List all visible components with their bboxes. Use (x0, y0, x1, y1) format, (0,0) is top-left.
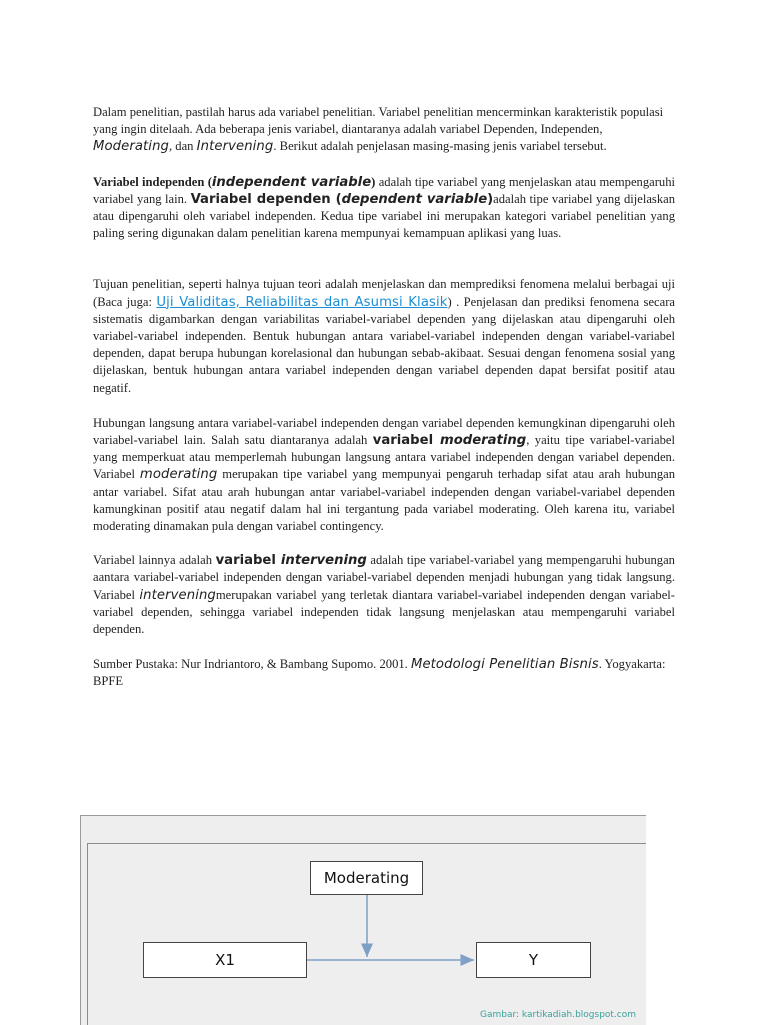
term-moderating: moderating (439, 433, 527, 449)
image-credit: Gambar: kartikadiah.blogspot.com (480, 1010, 637, 1020)
term-moderating: moderating (139, 467, 218, 483)
term-intervening: intervening (280, 553, 367, 569)
paragraph-intervening (93, 552, 675, 638)
text-segment: adalah tipe variabel yang dijelaskan atau dipengaruhi oleh variabel independen. Kedua tipe variabel ini merupakan kategori variabel penelitian yang paling sering digunakan dalam penelitian karena mempunyai kemampuan aplikasi yang luas. (93, 191, 676, 241)
paragraph-purpose (93, 276, 675, 396)
diagram-frame (87, 843, 646, 1025)
moderating-box: Moderating (310, 861, 423, 895)
text-segment: ) (487, 191, 494, 207)
paragraph-independent-dependent (93, 174, 675, 243)
text-segment: Tujuan penelitian, seperti halnya tujuan teori adalah menjelaskan dan memprediksi fenomena melalui berbagai uji (Baca juga: (93, 277, 675, 309)
term-dependent-variable: dependent variable (341, 191, 488, 207)
y-box: Y (476, 942, 591, 978)
text-segment: Dalam penelitian, pastilah harus ada variabel penelitian. Variabel penelitian mencerminkan karakteristik populasi yang ingin ditelaah. Ada beberapa jenis variabel, diantaranya adalah variabel Dependen, Independen, (93, 105, 664, 137)
text-segment: , yaitu tipe variabel-variabel yang memperkuat atau memperlemah hubungan langsung antara variabel independen dengan variabel dependen. Variabel (93, 433, 676, 482)
term-moderating: Moderating (93, 139, 169, 155)
text-segment: Variabel lainnya adalah (93, 553, 216, 568)
text-segment: Hubungan langsung antara variabel-variabel independen dengan variabel dependen kemungkinan dipengaruhi oleh variabel-variabel lain. Salah satu diantaranya adalah (93, 415, 675, 448)
article-body (93, 104, 675, 691)
paragraph-moderating (93, 415, 675, 535)
term-intervening: Intervening (196, 139, 274, 155)
text-segment: merupakan tipe variabel yang mempunyai pengaruh terhadap sifat atau arah hubungan antar variabel. Sifat atau arah hubungan antar variabel-variabel independen dengan variabel-variabel dependen kamungkinan positif atau negatif dalam hal ini tergantung pada variabel moderating. Oleh karena itu, variabel moderating dinamakan pula dengan variabel contingency. (93, 467, 676, 534)
source-citation (93, 656, 675, 690)
term-dependent-label: Variabel dependen ( (190, 191, 342, 207)
term-independent-label: Variabel independen ( (93, 174, 212, 189)
text-segment: merupakan variabel yang terletak diantara variabel-variabel independen dengan variabel-variabel dependen, sehingga variabel independen tidak langsung menjelaskan atau mempengaruhi variabel dependen. (93, 587, 676, 637)
term-intervening: intervening (139, 587, 216, 603)
text-segment: adalah tipe variabel-variabel yang mempengaruhi hubungan aantara variabel-variabel independen dengan variabel-variabel dependen menjadi hubungan yang tidak langsung. Variabel (93, 553, 675, 602)
x1-box: X1 (143, 942, 307, 978)
text-segment: ) (371, 174, 376, 189)
term-intervening-label: variabel (215, 553, 281, 569)
text-segment: . Berikut adalah penjelasan masing-masing jenis variabel tersebut. (273, 139, 607, 154)
text-segment: adalah tipe variabel yang menjelaskan atau mempengaruhi variabel yang lain. (93, 174, 676, 206)
related-article-link[interactable]: Uji Validitas, Reliabilitas dan Asumsi Klasik (156, 294, 448, 310)
paragraph-intro (93, 104, 675, 156)
book-title: Metodologi Penelitian Bisnis (410, 657, 599, 673)
text-segment: Sumber Pustaka: Nur Indriantoro, & Bambang Supomo. 2001. (93, 657, 411, 672)
term-moderating-label: variabel (372, 433, 440, 449)
term-independent-variable: independent variable (211, 174, 372, 190)
text-segment: ) . Penjelasan dan prediksi fenomena secara sistematis digambarkan dengan variabilitas variabel-variabel dependen yang dijelaskan atau dipengaruhi oleh variabel-variabel independen. Bentuk hubungan antara variabel-variabel independen dengan variabel-variabel dependen, dapat berupa hubungan korelasional dan hubungan sebab-akibaat. Sesuai dengan fenomena sosial yang dijelaskan, bentuk hubungan antara variabel independen dengan variabel dependen dapat bersifat positif atau negatif. (93, 294, 675, 395)
text-segment: , dan (169, 139, 197, 154)
text-segment: . Yogyakarta: BPFE (93, 657, 666, 689)
moderating-diagram (80, 815, 646, 1025)
